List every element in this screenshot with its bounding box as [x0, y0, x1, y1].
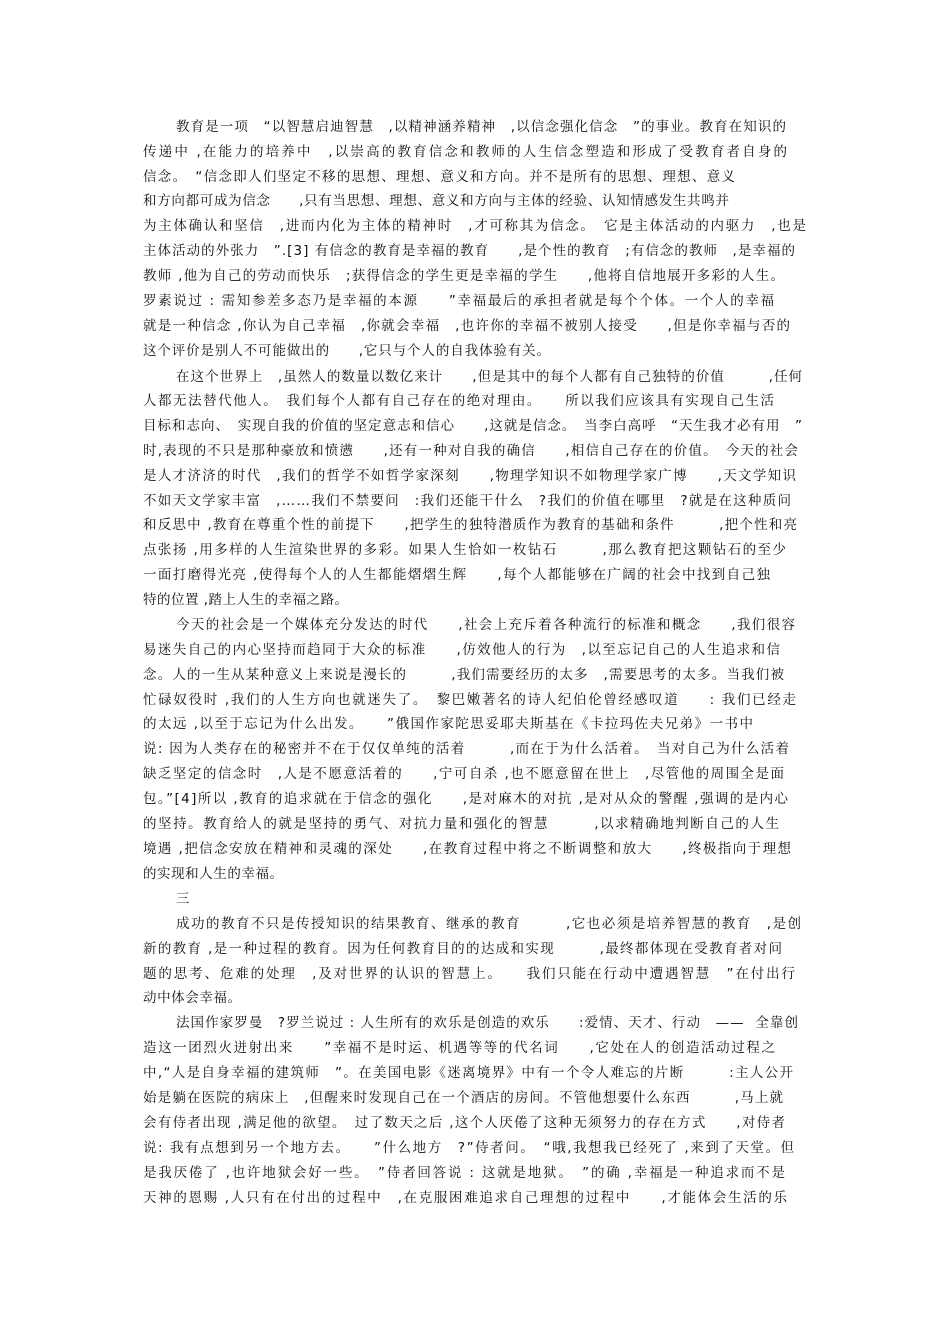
text-line: 的实现和人生的幸福。 — [143, 866, 284, 882]
text-line: 的坚持。教育给人的就是坚持的勇气、对抗力量和强化的智慧 ,以求精确地判断自己的人生 — [143, 816, 781, 832]
text-line: 特的位置 ,踏上人生的幸福之路。 — [143, 592, 349, 608]
text-line: 会有侍者出现 ,满足他的欲望。 过了数天之后 ,这个人厌倦了这种无须努力的存在方式 ,对侍者 — [143, 1115, 787, 1131]
text-line: 罗素说过 : 需知参差多态乃是幸福的本源 ”幸福最后的承担者就是每个个体。一个人的幸福 — [143, 293, 776, 309]
text-line: 是我厌倦了 ,也许地狱会好一些。 ”侍者回答说 : 这就是地狱。 ”的确 ,幸福是一种追求而不是 — [143, 1165, 787, 1181]
text-line: 目标和志向、 实现自我的价值的坚定意志和信心 ,这就是信念。 当李白高呼 “天生我才必有用 ” — [143, 418, 803, 434]
text-line: 易迷失自己的内心坚持而趋同于大众的标准 ,仿效他人的行为 ,以至忘记自己的人生追求和信 — [143, 642, 782, 658]
text-line: 包。”[4]所以 ,教育的追求就在于信念的强化 ,是对麻木的对抗 ,是对从众的警醒 ,强调的是内心 — [143, 791, 790, 807]
text-line: 说: 我有点想到另一个地方去。 ”什么地方 ?”侍者问。 “哦,我想我已经死了 ,来到了天堂。但 — [143, 1140, 796, 1156]
text-line: 在这个世界上 ,虽然人的数量以数亿来计 ,但是其中的每个人都有自己独特的价值 ,任何 — [176, 369, 804, 385]
text-line: 念。人的一生从某种意义上来说是漫长的 ,我们需要经历的太多 ,需要思考的太多。当我们被 — [143, 667, 786, 683]
text-line: 和方向都可成为信念 ,只有当思想、理想、意义和方向与主体的经验、认知情感发生共鸣并 — [143, 193, 730, 209]
text-line: 天神的恩赐 ,人只有在付出的过程中 ,在克服困难追求自己理想的过程中 ,才能体会生活的乐 — [143, 1190, 789, 1206]
text-line: 教育是一项 “以智慧启迪智慧 ,以精神涵养精神 ,以信念强化信念 ”的事业。教育在知识的 — [176, 119, 788, 135]
text-line: 法国作家罗曼 ?罗兰说过 : 人生所有的欢乐是创造的欢乐 :爱情、天才、行动 —— 全靠创 — [176, 1015, 800, 1031]
text-line: 时,表现的不只是那种豪放和愤懑 ,还有一种对自我的确信 ,相信自己存在的价值。 今天的社会 — [143, 443, 800, 459]
text-line: 就是一种信念 ,你认为自己幸福 ,你就会幸福 ,也许你的幸福不被别人接受 ,但是你幸福与否的 — [143, 318, 792, 334]
text-line: 的太远 ,以至于忘记为什么出发。 ”俄国作家陀思妥耶夫斯基在《卡拉玛佐夫兄弟》一书中 — [143, 716, 755, 732]
text-line: 教师 ,他为自己的劳动而快乐 ;获得信念的学生更是幸福的学生 ,他将自信地展开多彩的人生。 — [143, 268, 786, 284]
text-line: 信念。 “信念即人们坚定不移的思想、理想、意义和方向。并不是所有的思想、理想、意义 — [143, 169, 737, 185]
text-line: 说: 因为人类存在的秘密并不在于仅仅单纯的活着 ,而在于为什么活着。 当对自己为什么活着 — [143, 741, 791, 757]
text-line: 成功的教育不只是传授知识的结果教育、继承的教育 ,它也必须是培养智慧的教育 ,是创 — [176, 916, 803, 932]
text-line: 今天的社会是一个媒体充分发达的时代 ,社会上充斥着各种流行的标准和概念 ,我们很容 — [176, 617, 797, 633]
text-line: 一面打磨得光亮 ,使得每个人的人生都能熠熠生辉 ,每个人都能够在广阔的社会中找到自己独 — [143, 567, 772, 583]
text-line: 人都无法替代他人。 我们每个人都有自己存在的绝对理由。 所以我们应该具有实现自己生活 — [143, 393, 776, 409]
text-line: 造这一团烈火迸射出来 ”幸福不是时运、机遇等等的代名词 ,它处在人的创造活动过程之 — [143, 1040, 777, 1056]
text-line: 和反思中 ,教育在尊重个性的前提下 ,把学生的独特潜质作为教育的基础和条件 ,把个性和亮 — [143, 517, 799, 533]
text-line: 缺乏坚定的信念时 ,人是不愿意活着的 ,宁可自杀 ,也不愿意留在世上 ,尽管他的周围全是面 — [143, 766, 786, 782]
text-line: 为主体确认和坚信 ,进而内化为主体的精神时 ,才可称其为信念。 它是主体活动的内驱力 ,也是 — [143, 218, 808, 234]
text-line: 忙碌奴役时 ,我们的人生方向也就迷失了。 黎巴嫩著名的诗人纪伯伦曾经感叹道 : 我们已经走 — [143, 692, 798, 708]
text-line: 中,“人是自身幸福的建筑师 ”。在美国电影《迷离境界》中有一个令人难忘的片断 :主人公开 — [143, 1065, 795, 1081]
text-line: 始是躺在医院的病床上 ,但醒来时发现自己在一个酒店的房间。不管他想要什么东西 ,马上就 — [143, 1090, 785, 1106]
text-line: 主体活动的外张力 ”.[3] 有信念的教育是幸福的教育 ,是个性的教育 ;有信念的教师 ,是幸福的 — [143, 243, 797, 259]
text-line: 境遇 ,把信念安放在精神和灵魂的深处 ,在教育过程中将之不断调整和放大 ,终极指向于理想 — [143, 841, 793, 857]
text-line: 动中体会幸福。 — [143, 990, 242, 1006]
text-line: 不如天文学家丰富 ,……我们不禁要问 :我们还能干什么 ?我们的价值在哪里 ?就是在这种质问 — [143, 493, 793, 509]
text-line: 题的思考、危难的处理 ,及对世界的认识的智慧上。 我们只能在行动中遭遇智慧 ”在付出行 — [143, 966, 797, 982]
text-line: 三 — [176, 891, 194, 907]
text-line: 点张扬 ,用多样的人生渲染世界的多彩。如果人生恰如一枚钻石 ,那么教育把这颗钻石的至少 — [143, 542, 788, 558]
text-line: 是人才济济的时代 ,我们的哲学不如哲学家深刻 ,物理学知识不如物理学家广博 ,天文学知识 — [143, 468, 798, 484]
text-line: 这个评价是别人不可能做出的 ,它只与个人的自我体验有关。 — [143, 343, 551, 359]
text-line: 传递中 ,在能力的培养中 ,以崇高的教育信念和教师的人生信念塑造和形成了受教育者自身的 — [143, 144, 790, 160]
text-line: 新的教育 ,是一种过程的教育。因为任何教育目的的达成和实现 ,最终都体现在受教育者对问 — [143, 941, 784, 957]
